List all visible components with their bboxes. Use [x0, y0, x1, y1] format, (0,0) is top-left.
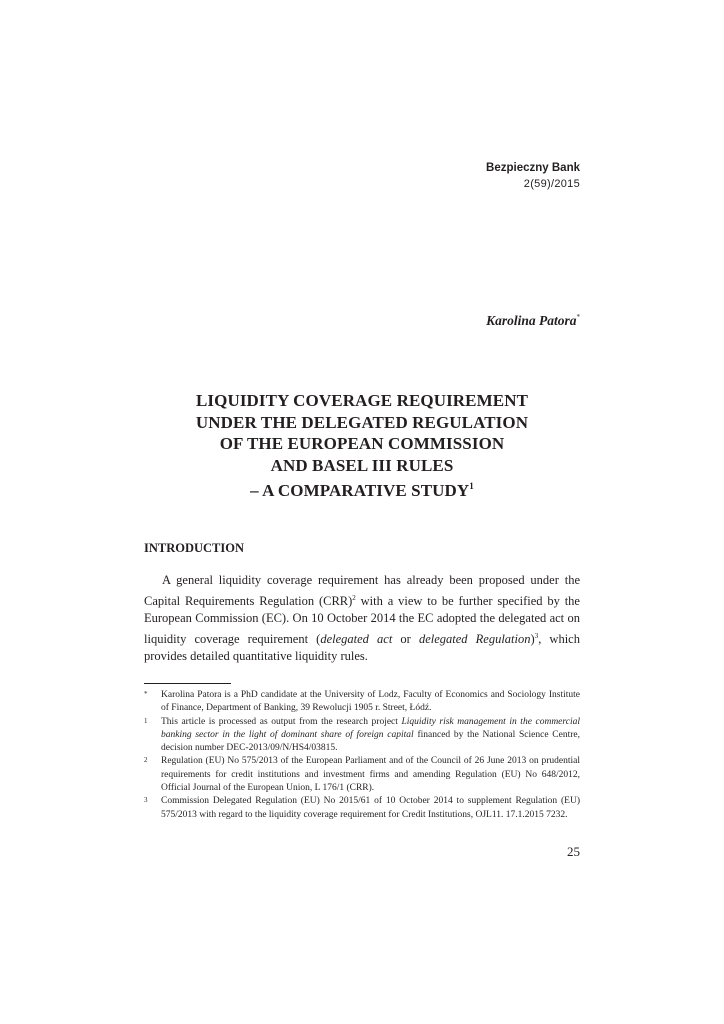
title-line: AND BASEL III RULES [270, 455, 454, 475]
body-text-run: or [392, 631, 419, 646]
footnotes [144, 689, 580, 822]
footnote-text: Regulation (EU) No 575/2013 of the European Parliament and of the Council of 26 June 2013 on prudential requirements for credit institutions and investment firms and amending Regulation (EU) No 648/2012, Official Journal of the European Union, L 176/1 (CRR). [161, 756, 580, 794]
footnote [144, 755, 580, 795]
title-footnote-mark: 1 [469, 481, 474, 491]
body-text-run: , which provides detailed quantitative liquidity rules. [144, 631, 580, 663]
footnote-text: financed by the National Science Centre, decision number DEC-2013/09/N/HS4/03815. [161, 729, 580, 754]
footnote [144, 795, 580, 822]
body-text-run: with a view to be further specified by the European Commission (EC). On 10 October 2014 the EC adopted the delegated act on liquidity coverage requirement ( [144, 593, 580, 646]
title-line [144, 476, 580, 502]
footnote-mark: 3 [144, 796, 148, 805]
author-byline [486, 313, 580, 329]
journal-issue: 2(59)/2015 [523, 178, 580, 190]
footnote-text: Karolina Patora is a PhD candidate at the University of Lodz, Faculty of Economics and Sociology Institute of Finance, Department of Banking, 39 Rewolucji 1905 r. Street, Łódź. [161, 690, 580, 714]
author-footnote-mark: * [576, 313, 580, 321]
body-italic-run: delegated act [320, 631, 393, 646]
footnote-ref-2: 2 [352, 593, 356, 602]
section-heading: INTRODUCTION [144, 541, 245, 555]
journal-header [486, 161, 580, 192]
footnote-mark: * [144, 690, 148, 698]
footnote-mark: 2 [144, 756, 148, 765]
journal-name: Bezpieczny Bank [486, 162, 580, 174]
footnote-text: Commission Delegated Regulation (EU) No 2015/61 of 10 October 2014 to supplement Regulation (EU) 575/2013 with regard to the liquidity coverage requirement for Credit Institutions, OJL11. 17.1.2015 7232. [161, 796, 580, 820]
article-title [144, 390, 580, 502]
body-italic-run: delegated Regulation [418, 631, 531, 646]
footnote-ref-3: 3 [534, 631, 539, 640]
footnote [144, 689, 580, 716]
footnote-italic-text: Liquidity risk management in the commercial banking sector in the light of dominant share of foreign capital [161, 716, 580, 740]
footnote [144, 716, 580, 756]
title-line-text: – A COMPARATIVE STUDY [250, 481, 470, 500]
author-name: Karolina Patora [486, 313, 577, 328]
footnote-mark: 1 [144, 716, 148, 725]
title-line: OF THE EUROPEAN COMMISSION [219, 434, 505, 453]
body-paragraph [144, 572, 580, 666]
footnote-separator [144, 683, 231, 684]
title-line: LIQUIDITY COVERAGE REQUIREMENT [195, 391, 529, 410]
title-line: UNDER THE DELEGATED REGULATION [195, 412, 529, 432]
page-number: 25 [567, 844, 580, 859]
body-text-run: A general liquidity coverage requirement has already been proposed under the Capital Requirements Regulation (CRR) [144, 573, 580, 608]
body-text-run: ) [530, 631, 535, 646]
footnote-text: This article is processed as output from the research project [161, 716, 402, 727]
